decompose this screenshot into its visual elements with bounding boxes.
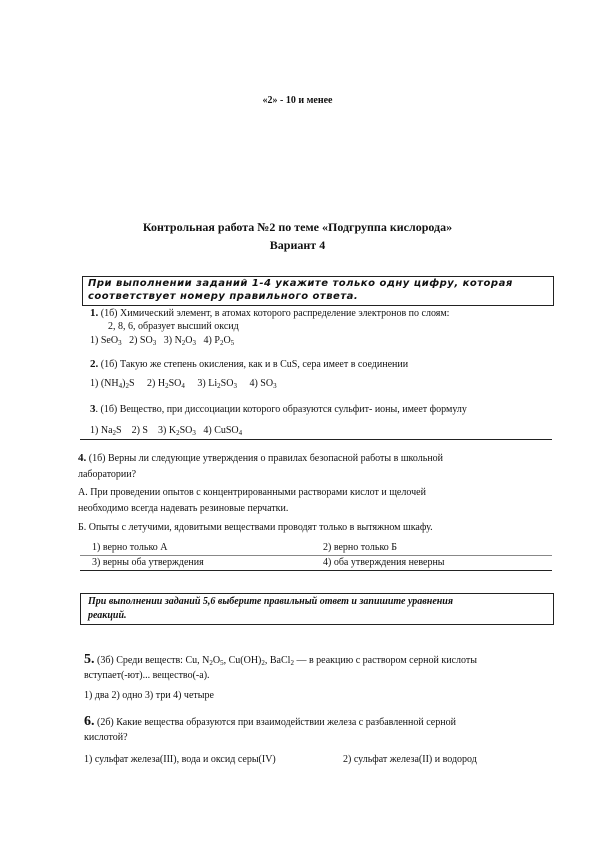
question-2-options (90, 378, 277, 389)
question-6-number: 6. (84, 714, 95, 729)
q3-option-4: 4) CuSO$_4$ (203, 425, 243, 437)
question-6-text-2: кислотой? (84, 732, 128, 743)
question-4-text-1: (1б) Верны ли следующие утверждения о правилах безопасной работы в школьной (86, 453, 444, 464)
divider-1 (80, 439, 552, 440)
question-1-text-2: 2, 8, 6, образует высший оксид (108, 321, 239, 332)
q2-option-3: 3) $Li_2SO_3$ (197, 378, 237, 390)
question-5: 5. (3б) Среди веществ: Cu, $N_2O_5$, $Cu(OH)_2$, BaCl$_2$ — в реакцию с раствором серной кислоты (84, 652, 477, 667)
question-5-text-2: вступает(-ют)... вещество(-а). (84, 670, 210, 681)
q1-option-2: 2) $SO_3$ (129, 335, 157, 347)
question-4-text-2: лаборатории? (78, 469, 137, 480)
statement-a-line-2: необходимо всегда надевать резиновые перчатки. (78, 503, 289, 514)
variant-label: Вариант 4 (269, 238, 326, 252)
question-4-number: 4. (78, 452, 87, 464)
question-3-number: 3 (90, 403, 96, 415)
question-2-number: 2. (90, 358, 99, 370)
question-2-text: (1б) Такую же степень окисления, как и в CuS, сера имеет в соединении (100, 359, 409, 370)
q2-option-2: 2) $H_2SO_4$ (147, 378, 185, 390)
q4-option-1: 1) верно только А (92, 542, 168, 553)
instruction-1-line-2: соответствует номеру правильного ответа. (88, 291, 359, 302)
q4-option-3: 3) верны оба утверждения (92, 557, 204, 568)
question-3 (90, 403, 467, 415)
question-1-number: 1. (90, 307, 99, 319)
question-2 (90, 358, 408, 370)
question-5-number: 5. (84, 652, 95, 667)
statement-b: Б. Опыты с летучими, ядовитыми веществами проводят только в вытяжном шкафу. (78, 522, 433, 533)
q4-option-2: 2) верно только Б (323, 542, 398, 553)
divider-q4-options (80, 555, 552, 556)
question-3-text: . (1б) Вещество, при диссоциации которого образуются сульфит- ионы, имеет формулу (95, 404, 467, 415)
question-5-options: 1) два 2) одно 3) три 4) четыре (84, 690, 214, 701)
divider-2 (80, 570, 552, 571)
question-1-text: (1б) Химический элемент, в атомах которого распределение электронов по слоям: (100, 308, 450, 319)
statement-a-line-1: А. При проведении опытов с концентрированными растворами кислот и щелочей (78, 487, 426, 498)
q3-option-3: 3) $K_2SO_3$ (157, 425, 196, 437)
instruction-1-line-1: При выполнении заданий 1-4 укажите только одну цифру, которая (88, 278, 513, 289)
question-6-text-1: (2б) Какие вещества образуются при взаимодействии железа с разбавленной серной (94, 717, 456, 728)
q4-option-4: 4) оба утверждения неверны (323, 557, 445, 568)
question-6 (84, 714, 456, 730)
q1-option-3: 3) $N_2O_3$ (163, 335, 197, 347)
instruction-2-line-2: реакций. (88, 610, 127, 621)
page-title: Контрольная работа №2 по теме «Подгруппа кислорода» (142, 220, 453, 234)
q3-option-1: 1) $Na_2S$ (90, 425, 122, 437)
q1-option-4: 4) $P_2O_5$ (203, 335, 235, 347)
instruction-2-line-1: При выполнении заданий 5,6 выберите правильный ответ и запишите уравнения (88, 596, 454, 607)
q2-option-4: 4) $SO_3$ (249, 378, 277, 390)
grade-line: «2» - 10 и менее (262, 95, 333, 106)
q1-option-1: 1) SeO$_3$ (90, 335, 122, 347)
question-4 (78, 452, 443, 464)
question-1-options (90, 335, 234, 346)
q3-option-2: 2) S (131, 425, 148, 436)
q2-option-1: 1) $(NH_4)_2S$ (90, 378, 135, 390)
question-1 (90, 307, 449, 319)
q6-option-1: 1) сульфат железа(III), вода и оксид серы(IV) (84, 754, 276, 765)
question-3-options (90, 425, 242, 436)
q6-option-2: 2) сульфат железа(II) и водород (343, 754, 477, 765)
